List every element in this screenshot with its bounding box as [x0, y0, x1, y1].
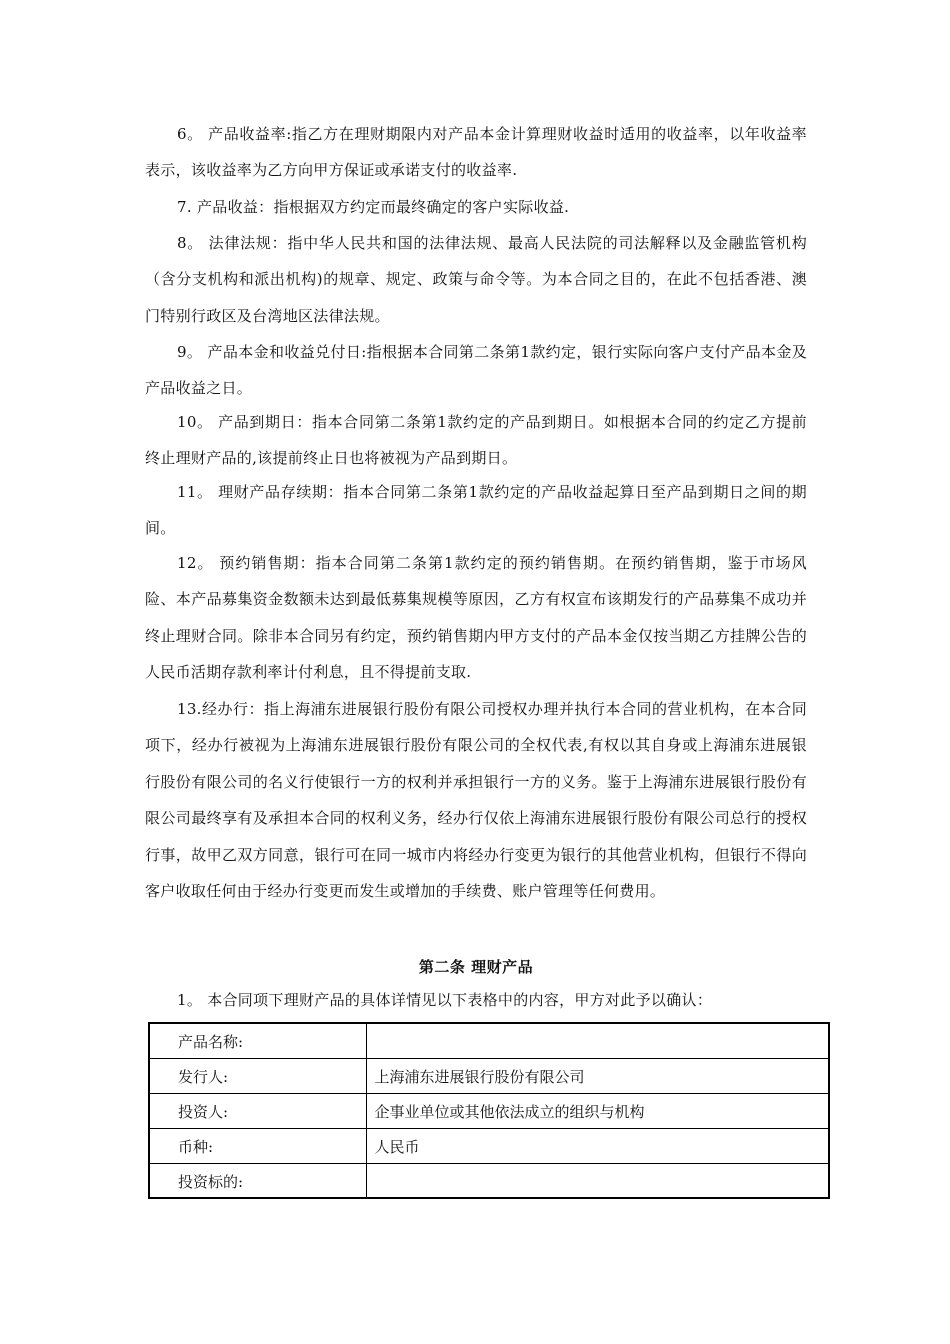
table-intro: 1。 本合同项下理财产品的具体详情见以下表格中的内容，甲方对此予以确认： [177, 991, 713, 1009]
table-value: 企事业单位或其他依法成立的组织与机构 [366, 1093, 829, 1128]
table-label: 产品名称: [149, 1023, 366, 1058]
table-value [366, 1163, 829, 1198]
paragraph-6: 6。 产品收益率:指乙方在理财期限内对产品本金计算理财收益时适用的收益率，以年收益率表示，该收益率为乙方向甲方保证或承诺支付的收益率. [145, 125, 807, 180]
table-row [149, 1093, 829, 1128]
table-label: 投资标的: [149, 1163, 366, 1198]
table-label: 投资人: [149, 1093, 366, 1128]
table-row [149, 1128, 829, 1163]
table-label: 发行人: [149, 1058, 366, 1093]
table-row [149, 1163, 829, 1198]
table-value: 人民币 [366, 1128, 829, 1163]
table-label: 币种: [149, 1128, 366, 1163]
paragraph-12: 12。 预约销售期：指本合同第二条第1款约定的预约销售期。在预约销售期，鉴于市场风险、本产品募集资金数额未达到最低募集规模等原因，乙方有权宣布该期发行的产品募集不成功并终止理财合同。除非本合同另有约定，预约销售期内甲方支付的产品本金仅按当期乙方挂牌公告的人民币活期存款利率计付利息，且不得提前支取. [145, 554, 807, 682]
product-info-table [148, 1022, 830, 1199]
paragraph-9: 9。 产品本金和收益兑付日:指根据本合同第二条第1款约定，银行实际向客户支付产品本金及产品收益之日。 [145, 343, 807, 398]
table-row [149, 1058, 829, 1093]
table-value: 上海浦东进展银行股份有限公司 [366, 1058, 829, 1093]
paragraph-11: 11。 理财产品存续期：指本合同第二条第1款约定的产品收益起算日至产品到期日之间的期间。 [145, 483, 807, 538]
table-value [366, 1023, 829, 1058]
section-title: 第二条 理财产品 [418, 958, 534, 976]
paragraph-7: 7. 产品收益：指根据双方约定而最终确定的客户实际收益. [177, 198, 570, 216]
paragraph-8: 8。 法律法规：指中华人民共和国的法律法规、最高人民法院的司法解释以及金融监管机构（含分支机构和派出机构)的规章、规定、政策与命令等。为本合同之目的，在此不包括香港、澳门特别行政区及台湾地区法律法规。 [145, 234, 807, 325]
paragraph-13: 13.经办行：指上海浦东进展银行股份有限公司授权办理并执行本合同的营业机构，在本合同项下，经办行被视为上海浦东进展银行股份有限公司的全权代表,有权以其自身或上海浦东进展银行股份有限公司的名义行使银行一方的权利并承担银行一方的义务。鉴于上海浦东进展银行股份有限公司最终享有及承担本合同的权利义务，经办行仅依上海浦东进展银行股份有限公司总行的授权行事，故甲乙双方同意，银行可在同一城市内将经办行变更为银行的其他营业机构，但银行不得向客户收取任何由于经办行变更而发生或增加的手续费、账户管理等任何费用。 [145, 700, 807, 901]
table-row [149, 1023, 829, 1058]
paragraph-10: 10。 产品到期日：指本合同第二条第1款约定的产品到期日。如根据本合同的约定乙方提前终止理财产品的,该提前终止日也将被视为产品到期日。 [145, 413, 807, 468]
